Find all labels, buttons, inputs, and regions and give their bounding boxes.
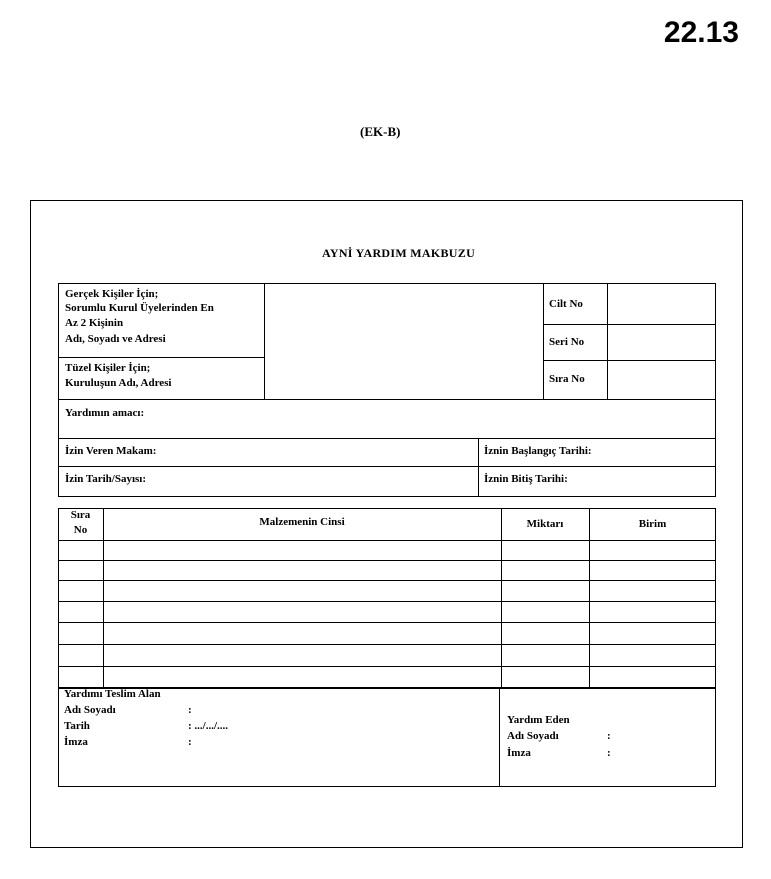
- table-row: [58, 622, 716, 623]
- start-date-label: İznin Başlangıç Tarihi:: [484, 445, 592, 457]
- col-header-sira: Sıra: [70, 509, 91, 521]
- giver-title: Yardım Eden: [507, 714, 570, 726]
- purpose-label: Yardımın amacı:: [65, 407, 145, 419]
- permit-date-label: İzin Tarih/Sayısı:: [65, 473, 147, 485]
- receiver-title: Yardımı Teslim Alan: [64, 688, 161, 700]
- divider: [499, 688, 500, 787]
- divider: [543, 283, 544, 399]
- signature-block: [58, 688, 716, 787]
- annex-label: (EK-B): [360, 124, 401, 139]
- table-row: [58, 540, 716, 541]
- person-label-line: Adı, Soyadı ve Adresi: [65, 333, 166, 345]
- cilt-no-label: Cilt No: [549, 298, 583, 310]
- giver-sign-label: İmza: [507, 747, 531, 759]
- receiver-sign-colon: :: [188, 736, 192, 748]
- table-row: [58, 644, 716, 645]
- giver-name-colon: :: [607, 730, 611, 742]
- receiver-date-label: Tarih: [64, 720, 90, 732]
- entity-label-line: Kuruluşun Adı, Adresi: [65, 377, 172, 389]
- issuer-label: İzin Veren Makam:: [65, 445, 157, 457]
- cilt-no-field[interactable]: [609, 285, 715, 323]
- table-row: [58, 666, 716, 667]
- receiver-name-colon: :: [188, 704, 192, 716]
- giver-sign-colon: :: [607, 747, 611, 759]
- sira-no-field[interactable]: [609, 362, 715, 398]
- divider: [607, 283, 608, 399]
- col-header-no: No: [73, 524, 88, 536]
- table-row: [58, 560, 716, 561]
- col-header-material: Malzemenin Cinsi: [259, 516, 345, 528]
- table-row: [58, 580, 716, 581]
- form-title: AYNİ YARDIM MAKBUZU: [322, 246, 476, 260]
- giver-name-label: Adı Soyadı: [507, 730, 559, 742]
- divider: [58, 357, 264, 358]
- seri-no-label: Seri No: [549, 336, 585, 348]
- sira-no-label: Sıra No: [549, 373, 585, 385]
- receiver-sign-label: İmza: [64, 736, 88, 748]
- divider: [543, 360, 716, 361]
- person-label-line: Gerçek Kişiler İçin;: [65, 288, 159, 300]
- person-label-line: Sorumlu Kurul Üyelerinden En: [65, 302, 214, 314]
- receiver-date-value: : .../.../....: [188, 720, 229, 732]
- divider: [58, 399, 716, 400]
- divider: [264, 283, 265, 399]
- divider: [478, 438, 479, 497]
- seri-no-field[interactable]: [609, 326, 715, 359]
- entity-label-line: Tüzel Kişiler İçin;: [65, 362, 151, 374]
- person-label-line: Az 2 Kişinin: [65, 317, 124, 329]
- divider: [103, 508, 104, 688]
- end-date-label: İznin Bitiş Tarihi:: [484, 473, 568, 485]
- receiver-name-label: Adı Soyadı: [64, 704, 116, 716]
- divider: [589, 508, 590, 688]
- col-header-quantity: Miktarı: [526, 518, 564, 530]
- divider: [58, 438, 716, 439]
- page-number: 22.13: [663, 16, 739, 49]
- applicant-details-field[interactable]: [266, 285, 542, 398]
- items-table: [58, 508, 716, 688]
- col-header-unit: Birim: [638, 518, 667, 530]
- divider: [58, 466, 716, 467]
- divider: [501, 508, 502, 688]
- table-row: [58, 601, 716, 602]
- divider: [543, 324, 716, 325]
